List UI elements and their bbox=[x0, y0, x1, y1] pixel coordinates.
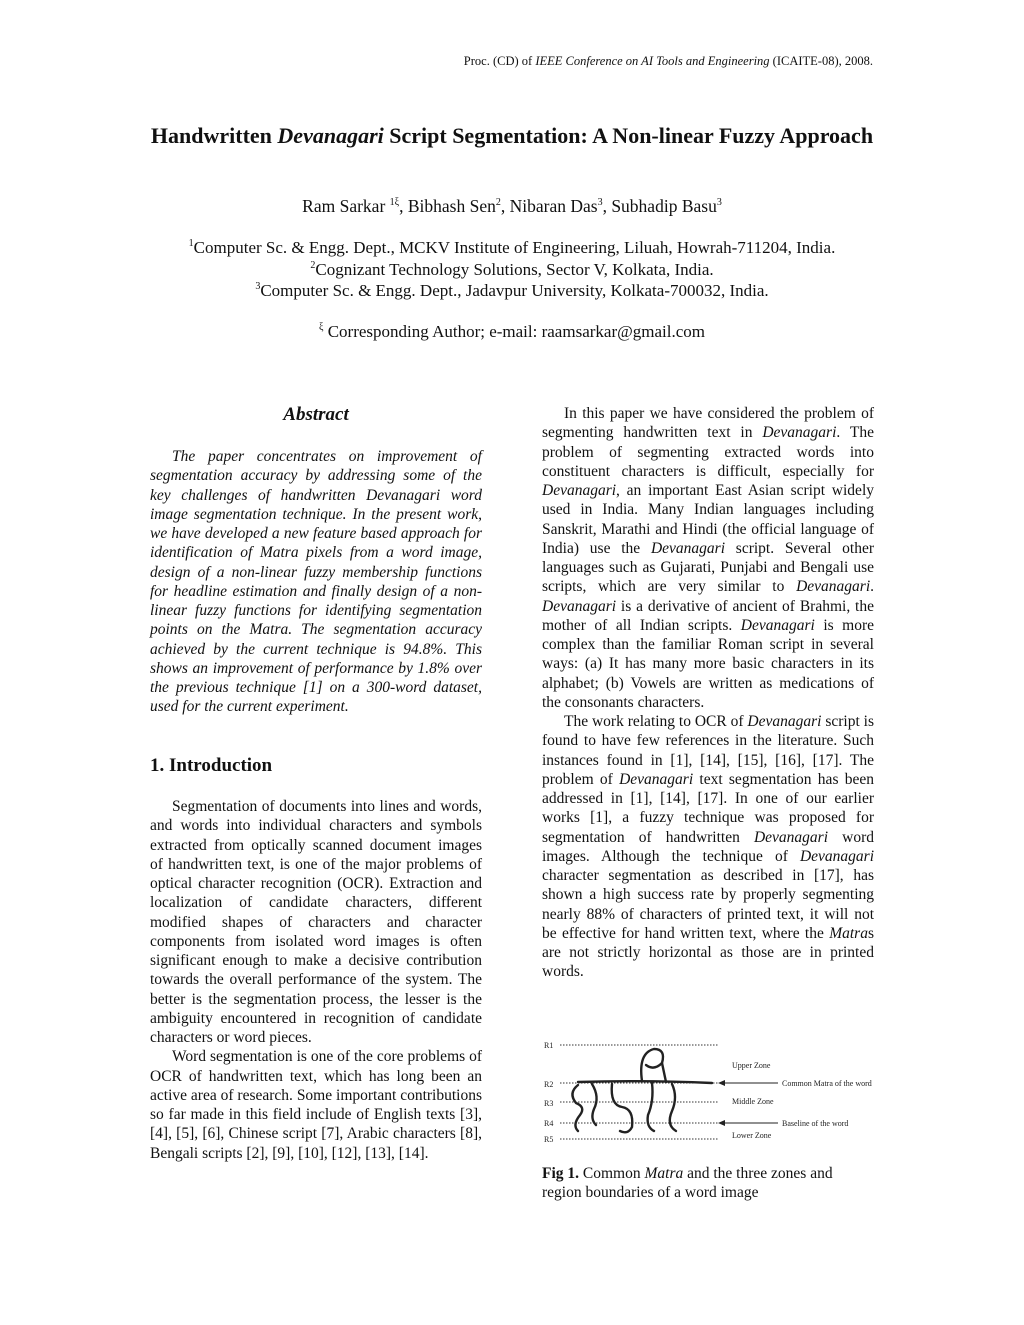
label-lower-zone: Lower Zone bbox=[732, 1131, 772, 1140]
affiliation-1: $^1$Computer Sc. & Engg. Dept., MCKV Institute of Engineering, Liluah, Howrah-711204, India. bbox=[188, 238, 836, 257]
arrow-baseline-head bbox=[718, 1120, 725, 1126]
label-upper-zone: Upper Zone bbox=[732, 1061, 771, 1070]
affiliations bbox=[150, 237, 874, 302]
word-image-diagram bbox=[542, 1035, 876, 1145]
paragraph: Word segmentation is one of the core problems of OCR of handwritten text, which has long been an active area of research. Some important contributions so far made in this field include of English texts [3], [4], [5], [6], Chinese script [7], Arabic characters [8], Bengali scripts [2], [9], [10], [12], [13], [14]. bbox=[150, 1048, 482, 1162]
label-baseline: Baseline of the word bbox=[782, 1119, 849, 1128]
author-list: Ram Sarkar $^{1\xi}$, Bibhash Sen$^2$, Nibaran Das$^3$, Subhadip Basu$^3$ bbox=[302, 196, 722, 216]
abstract-heading: Abstract bbox=[283, 404, 349, 425]
section-heading-introduction: 1. Introduction bbox=[150, 755, 273, 776]
running-header: Proc. (CD) of IEEE Conference on AI Tools and Engineering (ICAITE-08), 2008. bbox=[463, 54, 873, 68]
introduction-text bbox=[150, 797, 482, 1163]
right-column-text bbox=[542, 404, 874, 982]
figure-caption: Fig 1. Common Matra and the three zones and region boundaries of a word image bbox=[542, 1165, 833, 1202]
affiliation-3: $^3$Computer Sc. & Engg. Dept., Jadavpur University, Kolkata-700032, India. bbox=[255, 281, 769, 300]
arrow-matra-head bbox=[718, 1080, 725, 1086]
row-label-r1: R1 bbox=[544, 1041, 554, 1050]
label-middle-zone: Middle Zone bbox=[732, 1097, 774, 1106]
affiliation-2: $^2$Cognizant Technology Solutions, Sector V, Kolkata, India. bbox=[310, 259, 714, 279]
corresponding-author: $^\xi$ Corresponding Author; e-mail: raamsarkar@gmail.com bbox=[319, 322, 705, 341]
row-label-r5: R5 bbox=[544, 1135, 554, 1144]
paragraph: The work relating to OCR of Devanagari script is found to have few references in the literature. Such instances found in [1], [14], [15], [16], [17]. The problem of Devanagari text segmentation has been addressed in [1], [14], [17]. In one of our earlier works [1], a fuzzy technique was proposed for segmentation of handwritten Devanagari word images. Although the technique of Devanagari character segmentation as described in [17], has shown a high success rate by properly segmenting nearly 88% of characters of printed text, it will not be effective for hand written text, where the Matras are not strictly horizontal as those are in printed words. bbox=[542, 713, 874, 981]
row-label-r2: R2 bbox=[544, 1080, 554, 1089]
row-label-r3: R3 bbox=[544, 1099, 554, 1108]
row-label-r4: R4 bbox=[544, 1119, 554, 1128]
handwritten-word bbox=[572, 1049, 712, 1132]
paragraph: Segmentation of documents into lines and words, and words into individual characters and symbols extracted from optically scanned document images of handwritten text, is one of the major problems of optical character recognition (OCR). Extraction and localization of candidate characters, different modified shapes of characters and character components from isolated word images is often significant enough to make a decisive contribution towards the overall performance of the system. The better is the segmentation process, the lesser is the ambiguity encountered in recognition of candidate characters or word pieces. bbox=[150, 798, 482, 1046]
figure-word-zones bbox=[542, 1035, 876, 1145]
paper-title: Handwritten Devanagari Script Segmentation: A Non-linear Fuzzy Approach bbox=[150, 123, 874, 148]
label-common-matra: Common Matra of the word bbox=[782, 1079, 872, 1088]
paragraph: In this paper we have considered the problem of segmenting handwritten text in Devanagari. The problem of segmenting extracted words into constituent characters is difficult, especially for Devanagari, an important East Asian script widely used in India. Many Indian languages including Sanskrit, Marathi and Hindi (the official language of India) use the Devanagari script. Several other languages such as Gujarati, Punjabi and Bengali use scripts, which are very similar to Devanagari. Devanagari is a derivative of ancient of Brahmi, the mother of all Indian scripts. Devanagari is more complex than the familiar Roman script in several ways: (a) It has many more basic characters in its alphabet; (b) Vowels are written as medications of the consonants characters. bbox=[542, 405, 875, 711]
abstract-text: The paper concentrates on improvement of segmentation accuracy by addressing some of the key challenges of handwritten Devanagari word image segmentation technique. In the present work, we have developed a new feature based approach for identification of Matra pixels from a word image, design of a non-linear fuzzy membership functions for headline estimation and finally design of a non-linear fuzzy functions for identifying segmentation points on the Matra. The segmentation accuracy achieved by the current technique is 94.8%. This shows an improvement of performance by 1.8% over the previous technique [1] on a 300-word dataset, used for the current experiment. bbox=[150, 448, 482, 716]
